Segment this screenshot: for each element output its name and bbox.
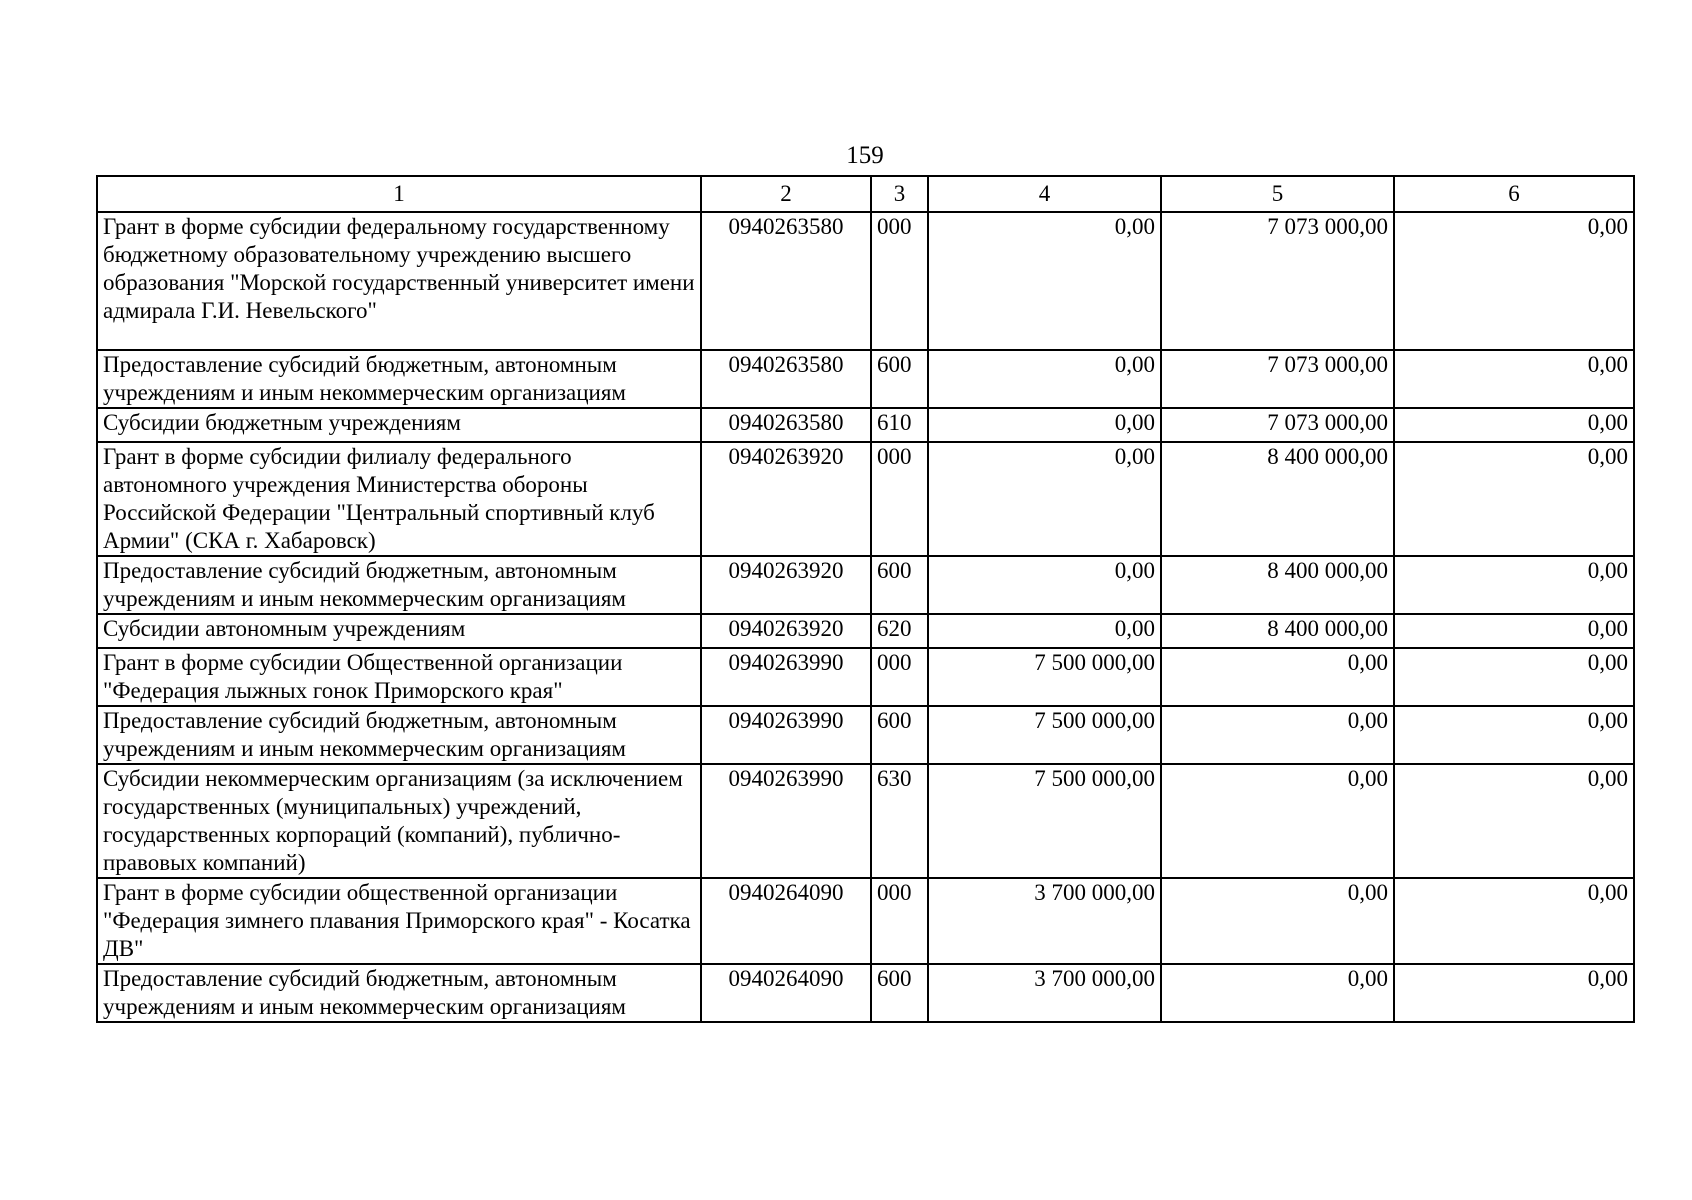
column-header-4: 4 [928, 176, 1161, 212]
row-name: Предоставление субсидий бюджетным, автономным учреждениям и иным некоммерческим организациям [97, 350, 701, 408]
row-amount-6: 0,00 [1394, 442, 1634, 556]
table-row [97, 648, 1634, 706]
row-name: Предоставление субсидий бюджетным, автономным учреждениям и иным некоммерческим организациям [97, 964, 701, 1022]
row-amount-4: 0,00 [928, 442, 1161, 556]
row-target-code: 0940263990 [701, 648, 871, 706]
row-target-code: 0940263920 [701, 556, 871, 614]
table-row [97, 878, 1634, 964]
row-amount-5: 8 400 000,00 [1161, 556, 1394, 614]
row-expense-type: 600 [871, 706, 928, 764]
row-amount-4: 0,00 [928, 350, 1161, 408]
row-expense-type: 000 [871, 212, 928, 350]
page-number: 159 [846, 142, 884, 169]
table-row [97, 706, 1634, 764]
row-target-code: 0940263580 [701, 350, 871, 408]
row-amount-4: 0,00 [928, 556, 1161, 614]
row-amount-5: 8 400 000,00 [1161, 442, 1394, 556]
row-target-code: 0940263580 [701, 212, 871, 350]
row-amount-5: 7 073 000,00 [1161, 212, 1394, 350]
row-amount-4: 7 500 000,00 [928, 706, 1161, 764]
row-name: Предоставление субсидий бюджетным, автономным учреждениям и иным некоммерческим организациям [97, 706, 701, 764]
row-expense-type: 630 [871, 764, 928, 878]
row-amount-4: 0,00 [928, 408, 1161, 442]
column-header-3: 3 [871, 176, 928, 212]
column-header-6: 6 [1394, 176, 1634, 212]
table-row [97, 556, 1634, 614]
table-body [97, 212, 1634, 1022]
row-name: Субсидии бюджетным учреждениям [97, 408, 701, 442]
row-target-code: 0940263580 [701, 408, 871, 442]
row-amount-4: 7 500 000,00 [928, 648, 1161, 706]
row-target-code: 0940263990 [701, 706, 871, 764]
row-amount-5: 0,00 [1161, 764, 1394, 878]
row-amount-6: 0,00 [1394, 964, 1634, 1022]
table-row [97, 350, 1634, 408]
table-row [97, 764, 1634, 878]
row-amount-4: 3 700 000,00 [928, 964, 1161, 1022]
row-amount-6: 0,00 [1394, 350, 1634, 408]
row-amount-6: 0,00 [1394, 556, 1634, 614]
table-row [97, 964, 1634, 1022]
row-amount-6: 0,00 [1394, 878, 1634, 964]
table-row [97, 212, 1634, 350]
row-amount-4: 0,00 [928, 212, 1161, 350]
row-name: Предоставление субсидий бюджетным, автономным учреждениям и иным некоммерческим организациям [97, 556, 701, 614]
budget-table [96, 175, 1635, 1023]
row-amount-5: 0,00 [1161, 648, 1394, 706]
row-expense-type: 600 [871, 350, 928, 408]
row-amount-6: 0,00 [1394, 408, 1634, 442]
row-amount-6: 0,00 [1394, 614, 1634, 648]
row-amount-6: 0,00 [1394, 706, 1634, 764]
table-row [97, 408, 1634, 442]
row-expense-type: 610 [871, 408, 928, 442]
row-name: Грант в форме субсидии общественной организации "Федерация зимнего плавания Приморского края" - Косатка ДВ" [97, 878, 701, 964]
row-amount-6: 0,00 [1394, 764, 1634, 878]
row-name: Грант в форме субсидии федеральному государственному бюджетному образовательному учреждению высшего образования "Морской государственный университет имени адмирала Г.И. Невельского" [97, 212, 701, 350]
row-amount-5: 7 073 000,00 [1161, 408, 1394, 442]
row-expense-type: 600 [871, 964, 928, 1022]
row-target-code: 0940263920 [701, 614, 871, 648]
row-amount-6: 0,00 [1394, 212, 1634, 350]
table-row [97, 442, 1634, 556]
column-header-2: 2 [701, 176, 871, 212]
column-header-1: 1 [97, 176, 701, 212]
row-expense-type: 600 [871, 556, 928, 614]
header-row [97, 176, 1634, 212]
row-amount-5: 0,00 [1161, 706, 1394, 764]
row-target-code: 0940263990 [701, 764, 871, 878]
row-target-code: 0940264090 [701, 878, 871, 964]
row-target-code: 0940264090 [701, 964, 871, 1022]
row-amount-4: 0,00 [928, 614, 1161, 648]
row-amount-6: 0,00 [1394, 648, 1634, 706]
column-header-5: 5 [1161, 176, 1394, 212]
row-expense-type: 000 [871, 648, 928, 706]
row-name: Грант в форме субсидии филиалу федерального автономного учреждения Министерства обороны Российской Федерации "Центральный спортивный клуб Армии" (СКА г. Хабаровск) [97, 442, 701, 556]
row-amount-5: 7 073 000,00 [1161, 350, 1394, 408]
table-header [97, 176, 1634, 212]
row-target-code: 0940263920 [701, 442, 871, 556]
row-amount-5: 8 400 000,00 [1161, 614, 1394, 648]
row-amount-4: 3 700 000,00 [928, 878, 1161, 964]
row-name: Субсидии некоммерческим организациям (за исключением государственных (муниципальных) учреждений, государственных корпораций (компаний), публично-правовых компаний) [97, 764, 701, 878]
table-row [97, 614, 1634, 648]
row-amount-5: 0,00 [1161, 964, 1394, 1022]
row-expense-type: 620 [871, 614, 928, 648]
row-amount-5: 0,00 [1161, 878, 1394, 964]
row-expense-type: 000 [871, 878, 928, 964]
row-name: Грант в форме субсидии Общественной организации "Федерация лыжных гонок Приморского края" [97, 648, 701, 706]
row-amount-4: 7 500 000,00 [928, 764, 1161, 878]
row-name: Субсидии автономным учреждениям [97, 614, 701, 648]
row-expense-type: 000 [871, 442, 928, 556]
